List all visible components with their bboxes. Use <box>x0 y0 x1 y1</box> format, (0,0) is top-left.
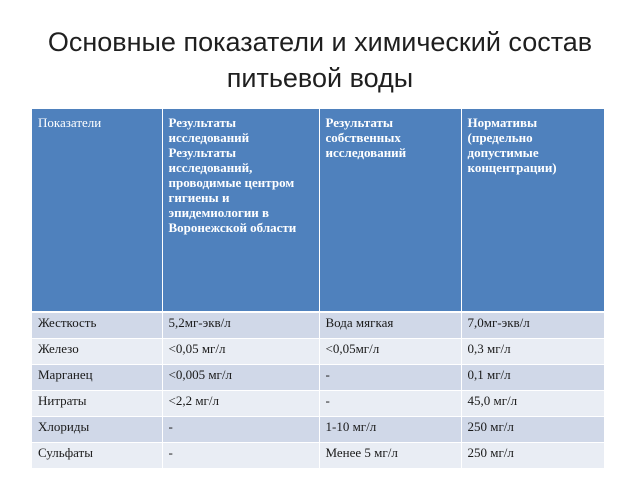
cell-gigiena-result: - <box>162 443 319 469</box>
cell-own-result: Вода мягкая <box>319 312 461 339</box>
cell-indicator: Сульфаты <box>32 443 162 469</box>
table-row <box>32 365 604 391</box>
cell-own-result: <0,05мг/л <box>319 339 461 365</box>
cell-gigiena-result: <0,05 мг/л <box>162 339 319 365</box>
table-row <box>32 312 604 339</box>
cell-indicator: Жесткость <box>32 312 162 339</box>
water-indicators-table <box>32 109 604 469</box>
cell-norm: 0,1 мг/л <box>461 365 604 391</box>
cell-norm: 250 мг/л <box>461 443 604 469</box>
cell-indicator: Марганец <box>32 365 162 391</box>
table-row <box>32 417 604 443</box>
cell-own-result: - <box>319 391 461 417</box>
cell-indicator: Железо <box>32 339 162 365</box>
cell-own-result: 1-10 мг/л <box>319 417 461 443</box>
cell-gigiena-result: - <box>162 417 319 443</box>
cell-gigiena-result: 5,2мг-экв/л <box>162 312 319 339</box>
cell-norm: 250 мг/л <box>461 417 604 443</box>
cell-gigiena-result: <0,005 мг/л <box>162 365 319 391</box>
cell-norm: 45,0 мг/л <box>461 391 604 417</box>
header-own-results: Результаты собственных исследований <box>319 109 461 312</box>
table-header-row <box>32 109 604 312</box>
cell-gigiena-result: <2,2 мг/л <box>162 391 319 417</box>
header-norms: Нормативы (предельно допустимые концентрации) <box>461 109 604 312</box>
cell-own-result: - <box>319 365 461 391</box>
cell-indicator: Хлориды <box>32 417 162 443</box>
cell-norm: 7,0мг-экв/л <box>461 312 604 339</box>
cell-norm: 0,3 мг/л <box>461 339 604 365</box>
table-row <box>32 339 604 365</box>
page-title-line-1: Основные показатели и химический состав <box>47 27 593 57</box>
cell-indicator: Нитраты <box>32 391 162 417</box>
page-title <box>0 24 640 96</box>
table-row <box>32 391 604 417</box>
table-row <box>32 443 604 469</box>
header-gigiena-results: Результаты исследований Результаты исследований, проводимые центром гигиены и эпидемиологии в Воронежской области <box>162 109 319 312</box>
header-indicators: Показатели <box>32 109 162 312</box>
page-title-line-2: питьевой воды <box>226 63 414 93</box>
cell-own-result: Менее 5 мг/л <box>319 443 461 469</box>
